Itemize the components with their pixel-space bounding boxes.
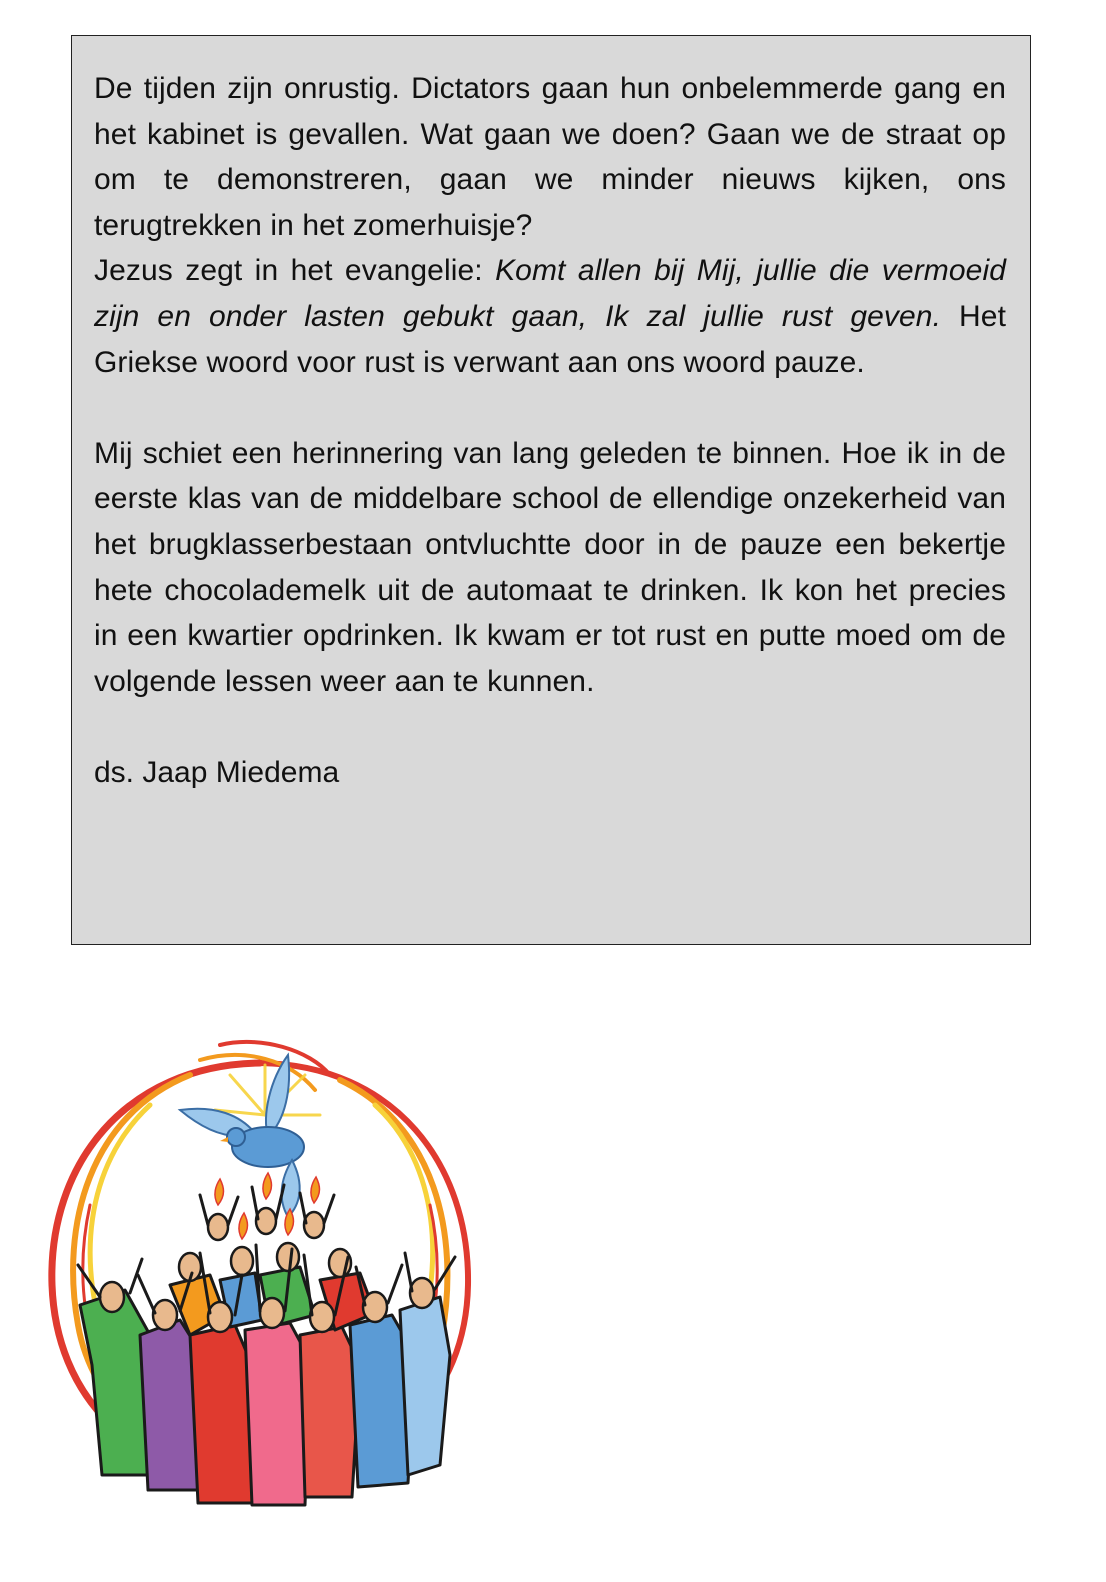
paragraph-2-rest: Het Griekse woord voor rust is verwant aan ons woord pauze. xyxy=(94,299,1007,379)
paragraph-gap xyxy=(94,385,1006,431)
article-box xyxy=(71,35,1031,945)
bible-quote: Komt allen bij Mij, jullie die vermoeid zijn en onder lasten gebukt gaan, Ik zal jullie rust geven. xyxy=(94,254,1006,333)
paragraph-gap xyxy=(94,704,1006,750)
dove-icon xyxy=(180,1055,304,1217)
pentecost-dove-crowd-icon xyxy=(30,1035,490,1515)
paragraph-2 xyxy=(94,248,1006,385)
paragraph-3: Mij schiet een herinnering van lang geleden te binnen. Hoe ik in de eerste klas van de middelbare school de ellendige onzekerheid van het brugklasserbestaan ontvluchtte door in de pauze een bekertje hete chocolademelk uit de automaat te drinken. Ik kon het precies in een kwartier opdrinken. Ik kwam er tot rust en putte moed om de volgende lessen weer aan te kunnen. xyxy=(94,436,1006,698)
crowd-heads xyxy=(100,1208,434,1332)
author-signature: ds. Jaap Miedema xyxy=(94,755,340,789)
paragraph-2-intro: Jezus zegt in het evangelie: xyxy=(94,254,496,288)
paragraph-1: De tijden zijn onrustig. Dictators gaan hun onbelemmerde gang en het kabinet is gevallen. Wat gaan we doen? Gaan we de straat op om te demonstreren, gaan we minder nieuws kijken, ons terugtrekken in het zomerhuisje? xyxy=(94,72,1006,242)
